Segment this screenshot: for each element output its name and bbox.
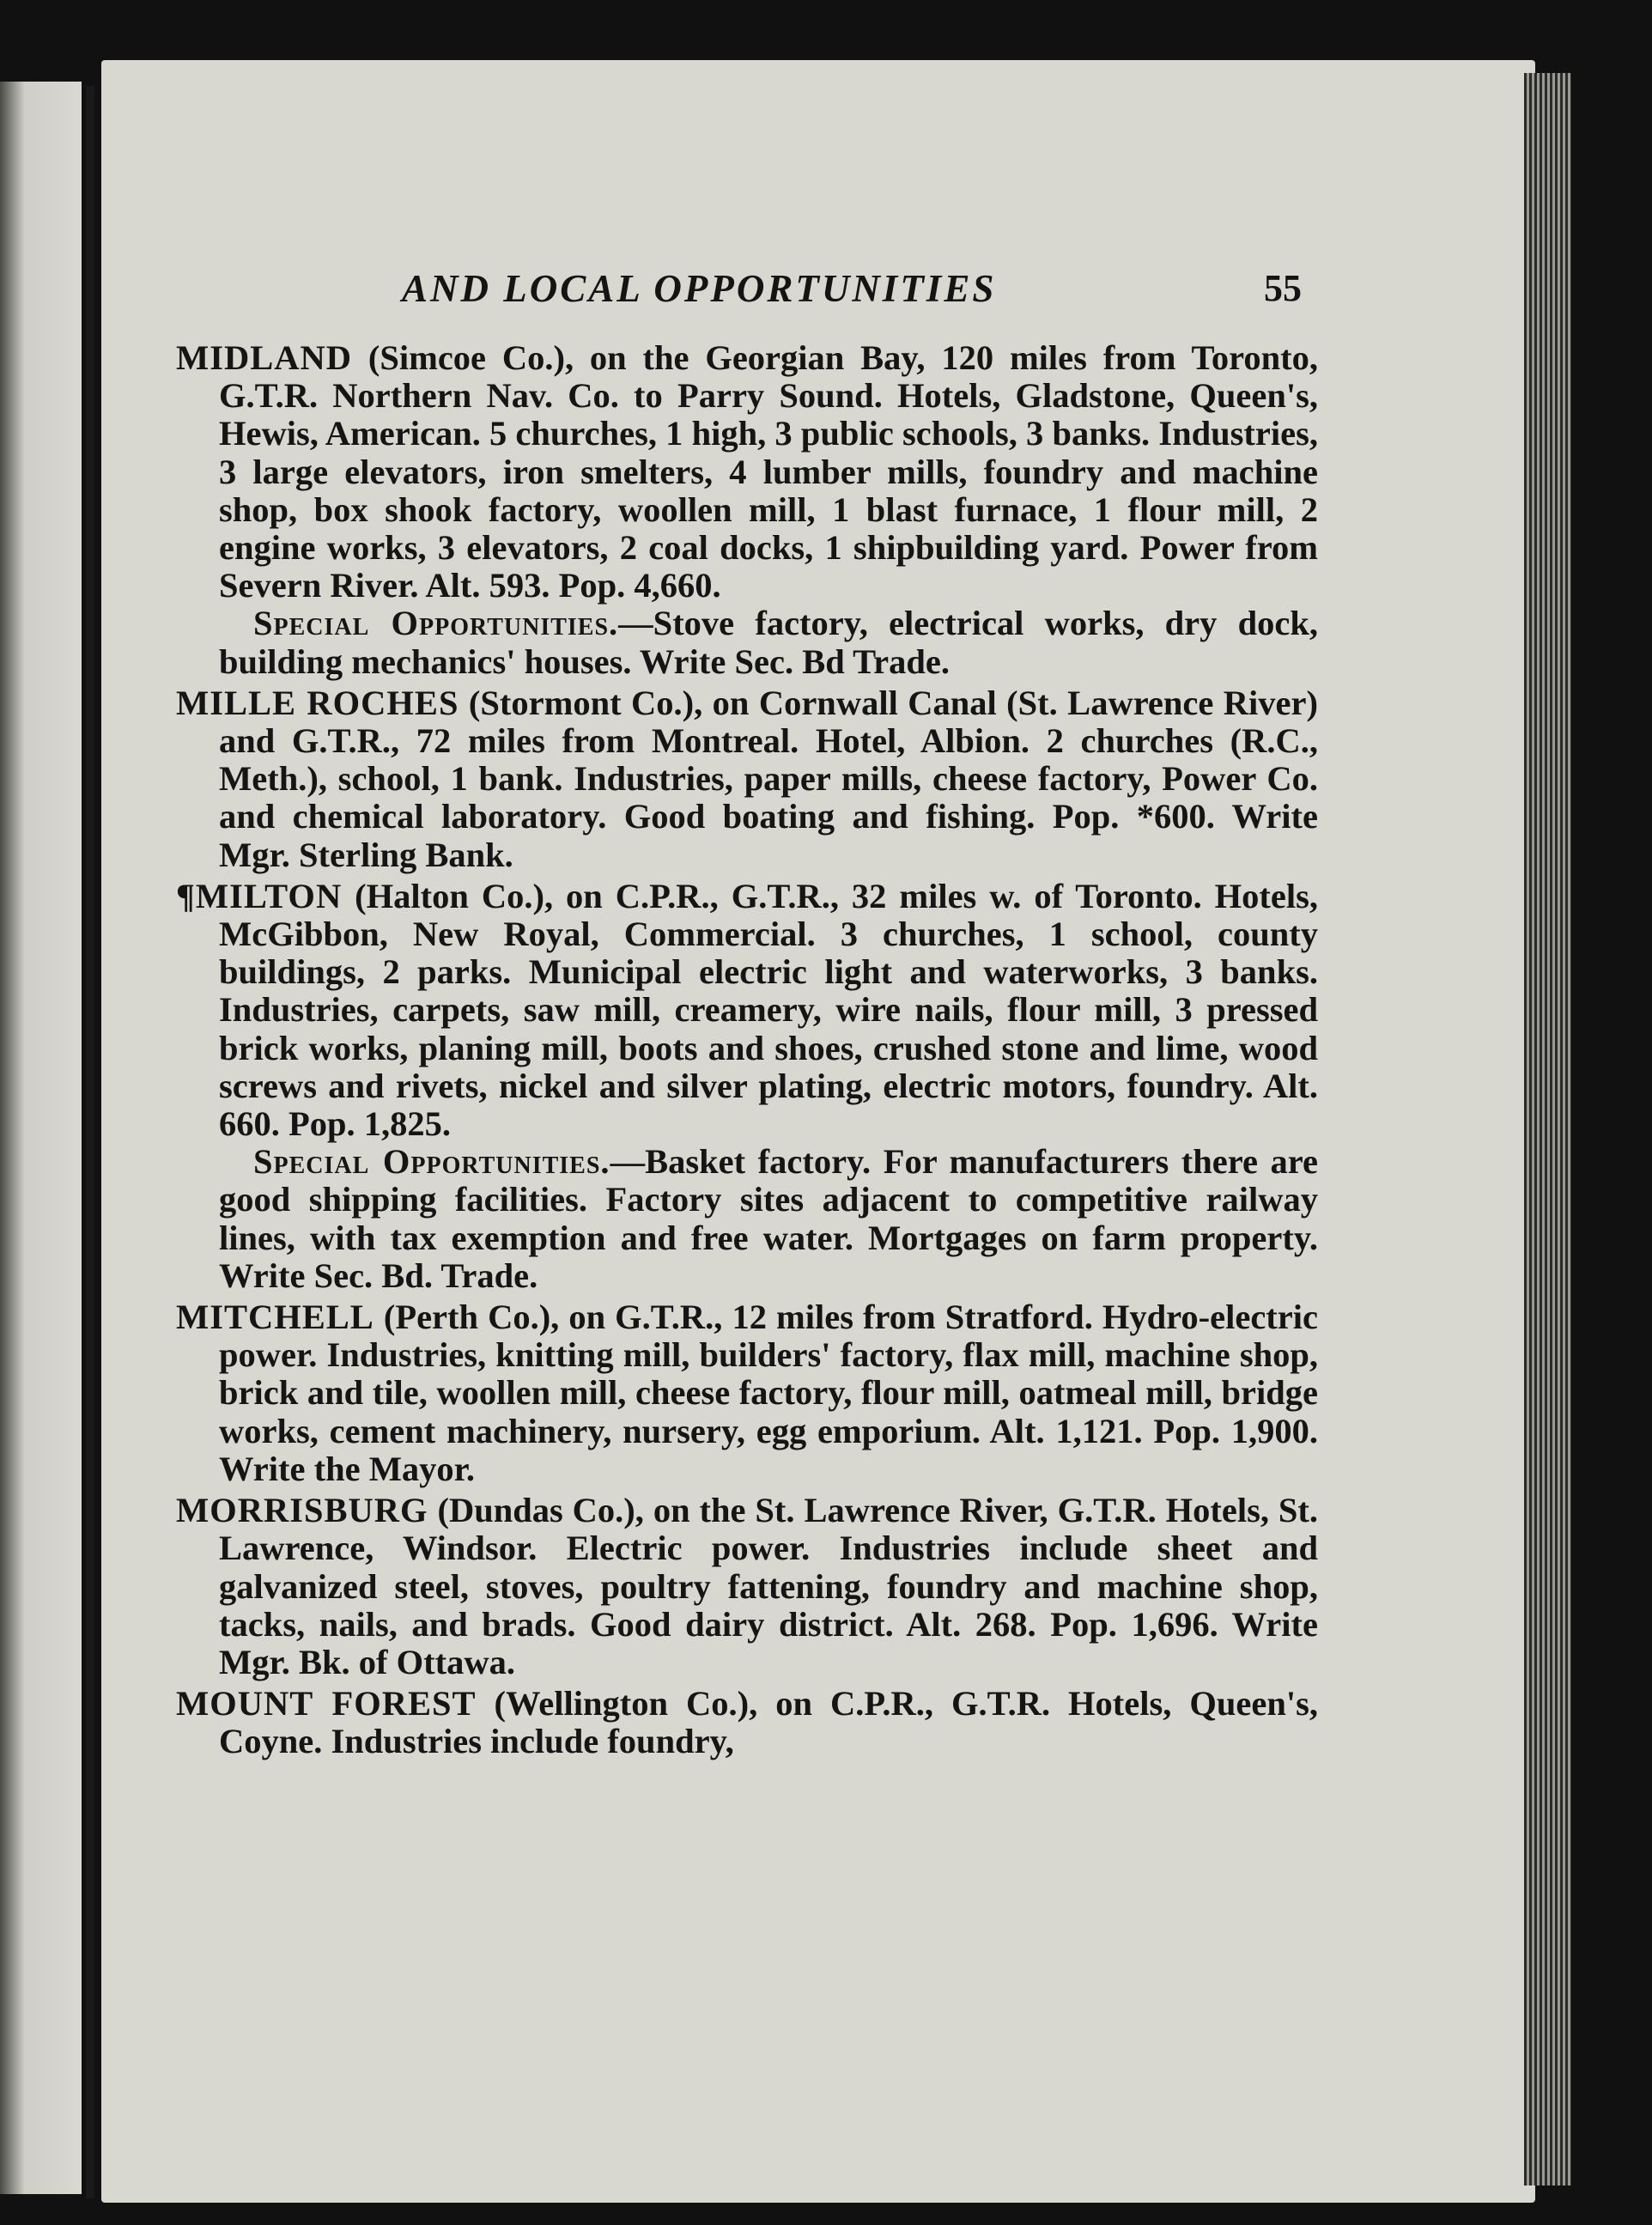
entry-text: (Perth Co.), on G.T.R., 12 miles from Stratford. Hydro-electric power. Industries, knitting mill, builders' factory, flax mill, machine shop, brick and tile, woollen mill, cheese factory, flour mill, oatmeal mill, bridge works, cement machinery, nursery, egg emporium. Alt. 1,121. Pop. 1,900. Write the Mayor.	[219, 1298, 1318, 1488]
book-spine	[86, 86, 94, 2198]
entry-name: MITCHELL	[176, 1298, 374, 1337]
entry-text: (Simcoe Co.), on the Georgian Bay, 120 miles from Toronto, G.T.R. Northern Nav. Co. to Parry Sound. Hotels, Gladstone, Queen's, Hewis, American. 5 churches, 1 high, 3 public schools, 3 banks. Industries, 3 large elevators, iron smelters, 4 lumber mills, foundry and machine shop, box shook factory, woollen mill, 1 blast furnace, 1 flour mill, 2 engine works, 3 elevators, 2 coal docks, 1 shipbuilding yard. Power from Severn River. Alt. 593. Pop. 4,660.	[219, 338, 1318, 605]
entry-paragraph	[176, 339, 1318, 605]
entry-name: MILLE ROCHES	[176, 683, 459, 722]
entry-paragraph	[176, 1685, 1318, 1760]
entry-name: MORRISBURG	[176, 1491, 428, 1530]
gazetteer-body	[176, 339, 1318, 1761]
special-opportunities	[176, 605, 1318, 680]
entry-paragraph	[176, 1492, 1318, 1681]
left-page-edge	[0, 82, 82, 2194]
page-stack-edge	[1524, 73, 1571, 2185]
entry-paragraph	[176, 878, 1318, 1143]
entry-text: (Wellington Co.), on C.P.R., G.T.R. Hotels, Queen's, Coyne. Industries include foundry,	[219, 1684, 1319, 1761]
entry-milton	[176, 878, 1318, 1295]
special-opportunities	[176, 1143, 1318, 1295]
special-label: Special Opportunities.	[253, 604, 619, 643]
page-number: 55	[1264, 267, 1302, 309]
special-text: —Basket factory. For manufacturers there are good shipping facilities. Factory sites adjacent to competitive railway lines, with tax exemption and free water. Mortgages on farm property. Write Sec. Bd. Trade.	[219, 1142, 1318, 1295]
page-header	[0, 266, 1652, 318]
entry-text: (Stormont Co.), on Cornwall Canal (St. Lawrence River) and G.T.R., 72 miles from Montreal. Hotel, Albion. 2 churches (R.C., Meth.), school, 1 bank. Industries, paper mills, cheese factory, Power Co. and chemical laboratory. Good boating and fishing. Pop. *600. Write Mgr. Sterling Bank.	[219, 683, 1318, 874]
running-title: AND LOCAL OPPORTUNITIES	[402, 267, 997, 310]
entry-text: (Halton Co.), on C.P.R., G.T.R., 32 miles w. of Toronto. Hotels, McGibbon, New Royal, Commercial. 3 churches, 1 school, county buildings, 2 parks. Municipal electric light and waterworks, 3 banks. Industries, carpets, saw mill, creamery, wire nails, flour mill, 3 pressed brick works, planing mill, boots and shoes, crushed stone and lime, wood screws and rivets, nickel and silver plating, electric motors, foundry. Alt. 660. Pop. 1,825.	[219, 876, 1319, 1144]
entry-morrisburg	[176, 1492, 1318, 1681]
special-label: Special Opportunities.	[253, 1142, 610, 1182]
entry-text: (Dundas Co.), on the St. Lawrence River, G.T.R. Hotels, St. Lawrence, Windsor. Electric power. Industries include sheet and galvanized steel, stoves, poultry fattening, foundry and machine shop, tacks, nails, and brads. Good dairy district. Alt. 268. Pop. 1,696. Write Mgr. Bk. of Ottawa.	[219, 1491, 1319, 1681]
entry-mount-forest	[176, 1685, 1318, 1760]
entry-name: ¶MILTON	[176, 876, 343, 915]
entry-name: MIDLAND	[176, 338, 352, 377]
entry-name: MOUNT FOREST	[176, 1684, 477, 1723]
entry-mille-roches	[176, 684, 1318, 874]
entry-midland	[176, 339, 1318, 681]
entry-paragraph	[176, 1298, 1318, 1488]
special-text: —Stove factory, electrical works, dry dock, building mechanics' houses. Write Sec. Bd Trade.	[219, 604, 1318, 681]
entry-paragraph	[176, 684, 1318, 874]
entry-mitchell	[176, 1298, 1318, 1488]
